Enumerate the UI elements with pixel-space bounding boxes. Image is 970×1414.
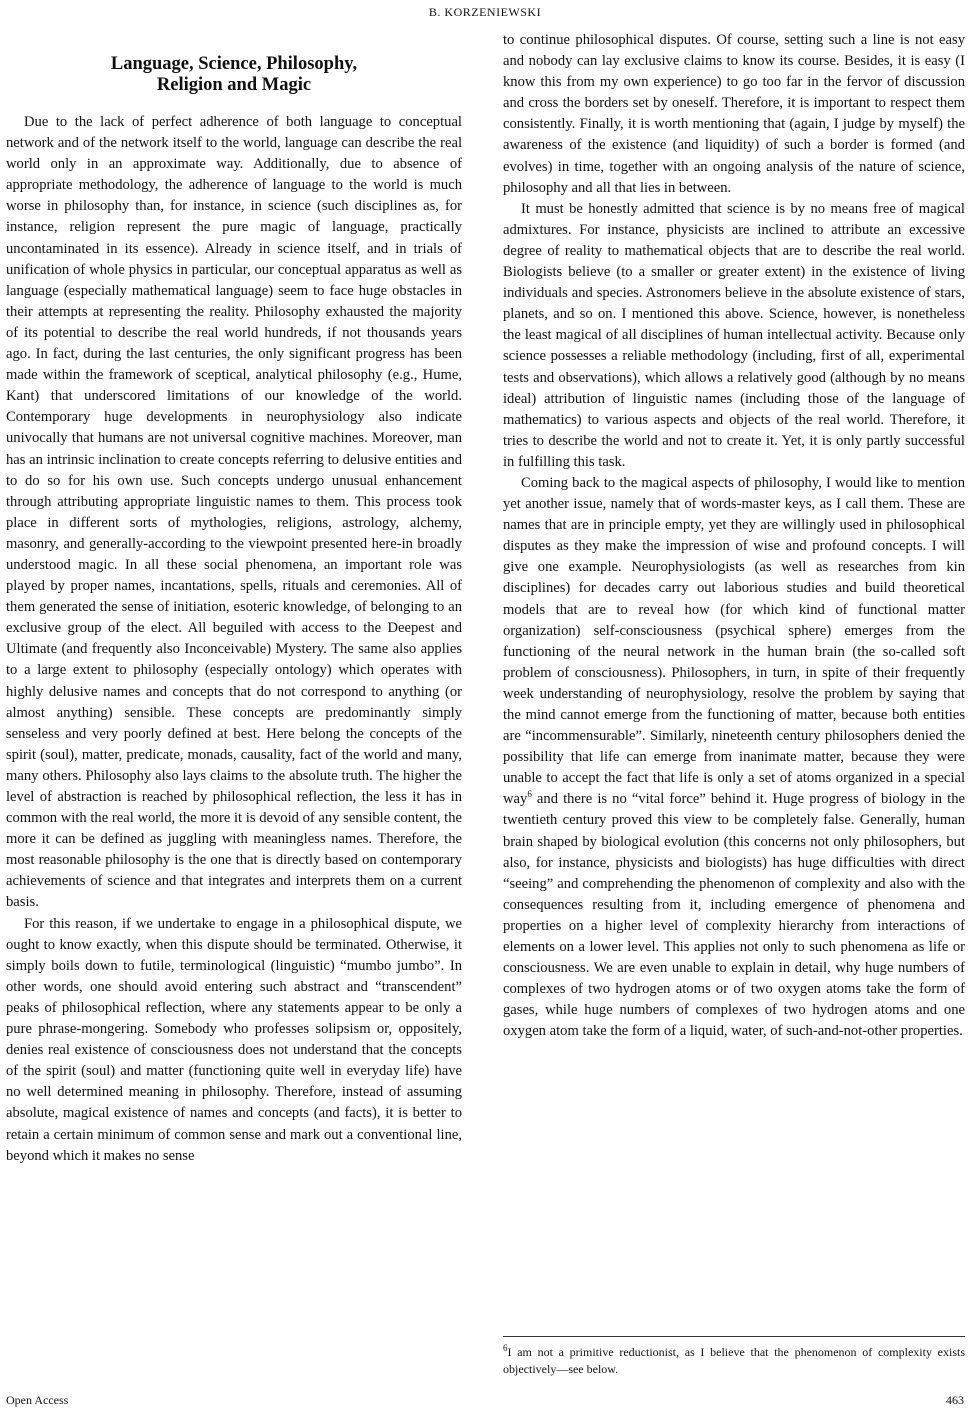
paragraph-text: and there is no “vital force” behind it. Huge progress of biology in the twentieth century proved this view to be completely false. Generally, human brain shaped by biological evolution (this concerns not only philosophers, but also, for instance, physicists and biologists) has huge difficulties with direct “seeing” and comprehending the phenomenon of complexity and also with the consequences resulting from it, including emergence of phenomena and properties on a higher level of complexity hierarchy from interactions of elements on a lower level. This applies not only to such phenomena as life or consciousness. We are even unable to explain in detail, why huge numbers of complexes of two hydrogen atoms or of two oxygen atoms take the form of gases, while huge numbers of complexes of two hydrogen atoms and one oxygen atom take the form of a liquid, water, of such-and-not-other properties. [503, 791, 965, 1040]
paragraph [503, 473, 965, 1043]
paragraph: Due to the lack of perfect adherence of both language to conceptual network and of the network itself to the world, language can describe the real world only in an approximate way. Additionally, due to absence of appropriate methodology, the adherence of language to the world is much worse in philosophy than, for instance, in science (such disciplines as, for instance, religion represent the pure magic of language, practically uncontaminated in its essence). Already in science itself, and in trials of unification of whole physics in particular, our conceptual apparatus as well as language (especially mathematical language) seem to face huge obstacles in their attempts at representing the reality. Philosophy exhausted the majority of its potential to describe the real world hundreds, if not thousands years ago. In fact, during the last centuries, the only significant progress has been made within the framework of sceptical, analytical philosophy (e.g., Hume, Kant) that underscored limitations of our knowledge of the world. Contemporary huge developments in neurophysiology also indicate univocally that humans are not universal cognitive machines. Moreover, man has an intrinsic inclination to create concepts referring to delusive entities and to do so for his own use. Such concepts undergo unusual enhancement through attributing appropriate linguistic names to them. This process took place in different sorts of mythologies, religions, astrology, alchemy, masonry, and generally-according to the viewpoint presented here-in broadly understood magic. In all these social phenomena, an important role was played by proper names, incantations, spells, rituals and ceremonies. All of them generated the sense of initiation, esoteric knowledge, of belonging to an exclusive group of the elect. All beguiled with access to the Deepest and Ultimate (and frequently also Inconceivable) Mystery. The same also applies to a large extent to philosophy (especially ontology) which operates with highly delusive names and concepts that do not correspond to anything (or almost anything) sensible. These concepts are predominantly simply senseless and very poorly defined at best. Here belong the concepts of the spirit (soul), matter, predicate, monads, causality, fact of the world and many, many others. Philosophy also lays claims to the absolute truth. The higher the level of abstraction is reached by philosophical reflection, the less it has in common with the real world, the more it is devoid of any sensible content, the more it can be defined as juggling with meaningless names. Therefore, the most reasonable philosophy is the one that is directly based on contemporary achievements of science and that integrates and interprets them on a current basis. [6, 114, 462, 911]
footnote-marker: 6 [503, 1343, 508, 1353]
section-title-line-2: Religion and Magic [156, 75, 312, 95]
paragraph: It must be honestly admitted that science is by no means free of magical admixtures. For instance, physicists are inclined to attribute an excessive degree of reality to mathematical objects that are to describe the real world. Biologists believe (to a smaller or greater extent) in the existence of living individuals and species. Astronomers believe in the absolute existence of stars, planets, and so on. I mentioned this above. Science, however, is nonetheless the least magical of all disciplines of human intellectual activity. Because only science possesses a reliable methodology (including, first of all, experimental tests and observations), which allows a relatively good (although by no means ideal) attribution of linguistic names (including those of the language of mathematics) to various aspects and objects of the real world. Therefore, it tries to describe the world and not to create it. Yet, it is only partly successful in fulfilling this task. [503, 200, 965, 470]
paragraph: For this reason, if we undertake to engage in a philosophical dispute, we ought to know exactly, when this dispute should be terminated. Otherwise, it simply boils down to futile, terminological (linguistic) “mumbo jumbo”. In other words, one should avoid entering such abstract and “transcendent” peaks of philosophical reflection, where any statements appear to be only a pure phrase-mongering. Somebody who professes solipsism or, oppositely, denies real existence of consciousness does not understand that the concepts of the spirit (soul) and matter (functioning quite well in everyday life) have no well determined meaning in philosophy. Therefore, instead of assuming absolute, magical existence of names and concepts (and facts), it is better to retain a certain minimum of common sense and mark out a conventional line, beyond which it makes no sense [6, 915, 462, 1164]
left-column [6, 54, 462, 1167]
footnote-divider [503, 1336, 965, 1337]
footnote-text: I am not a primitive reductionist, as I believe that the phenomenon of complexity exists objectively—see below. [503, 1345, 965, 1376]
paragraph-continued: to continue philosophical disputes. Of course, setting such a line is not easy and nobody can lay exclusive claims to know its course. Besides, it is easy (I know this from my own experience) to go too far in the fervor of discussion and cross the borders set by oneself. Therefore, it is important to respect them consistently. Finally, it is worth mentioning that (again, I judge by myself) the awareness of the existence (and liquidity) of such a border is formed (and evolves) in time, together with an ongoing analysis of the nature of science, philosophy and all that lies in between. [503, 32, 965, 196]
right-column [503, 30, 965, 1043]
running-head: B. KORZENIEWSKI [428, 5, 542, 19]
paragraph-text: Coming back to the magical aspects of philosophy, I would like to mention yet another issue, namely that of words-master keys, as I call them. These are names that are in principle empty, yet they are willingly used in philosophical disputes as they make the impression of wise and profound concepts. I will give one example. Neurophysiologists (as well as researches from kin disciplines) for decades carry out laborious studies and build theoretical models that are to reveal how (for which kind of functional matter organization) self-consciousness (psychical sphere) emerges from the functioning of the neural network in the human brain (the so-called soft problem of consciousness). Philosophers, in turn, in spite of their frequently week understanding of neurophysiology, resolve the problem by saying that the mind cannot emerge from the functioning of matter, because both entities are “incommensurable”. Similarly, nineteenth century philosophers denied the possibility that life can emerge from inanimate matter, because they were unable to accept the fact that life is only a set of atoms organized in a special way [503, 474, 965, 808]
footer-open-access: Open Access [6, 1393, 69, 1407]
page-number: 463 [946, 1393, 964, 1407]
section-title [6, 54, 462, 96]
footnote-reference[interactable]: 6 [527, 789, 532, 800]
footnote [503, 1344, 965, 1378]
section-title-line-1: Language, Science, Philosophy, [110, 54, 358, 74]
